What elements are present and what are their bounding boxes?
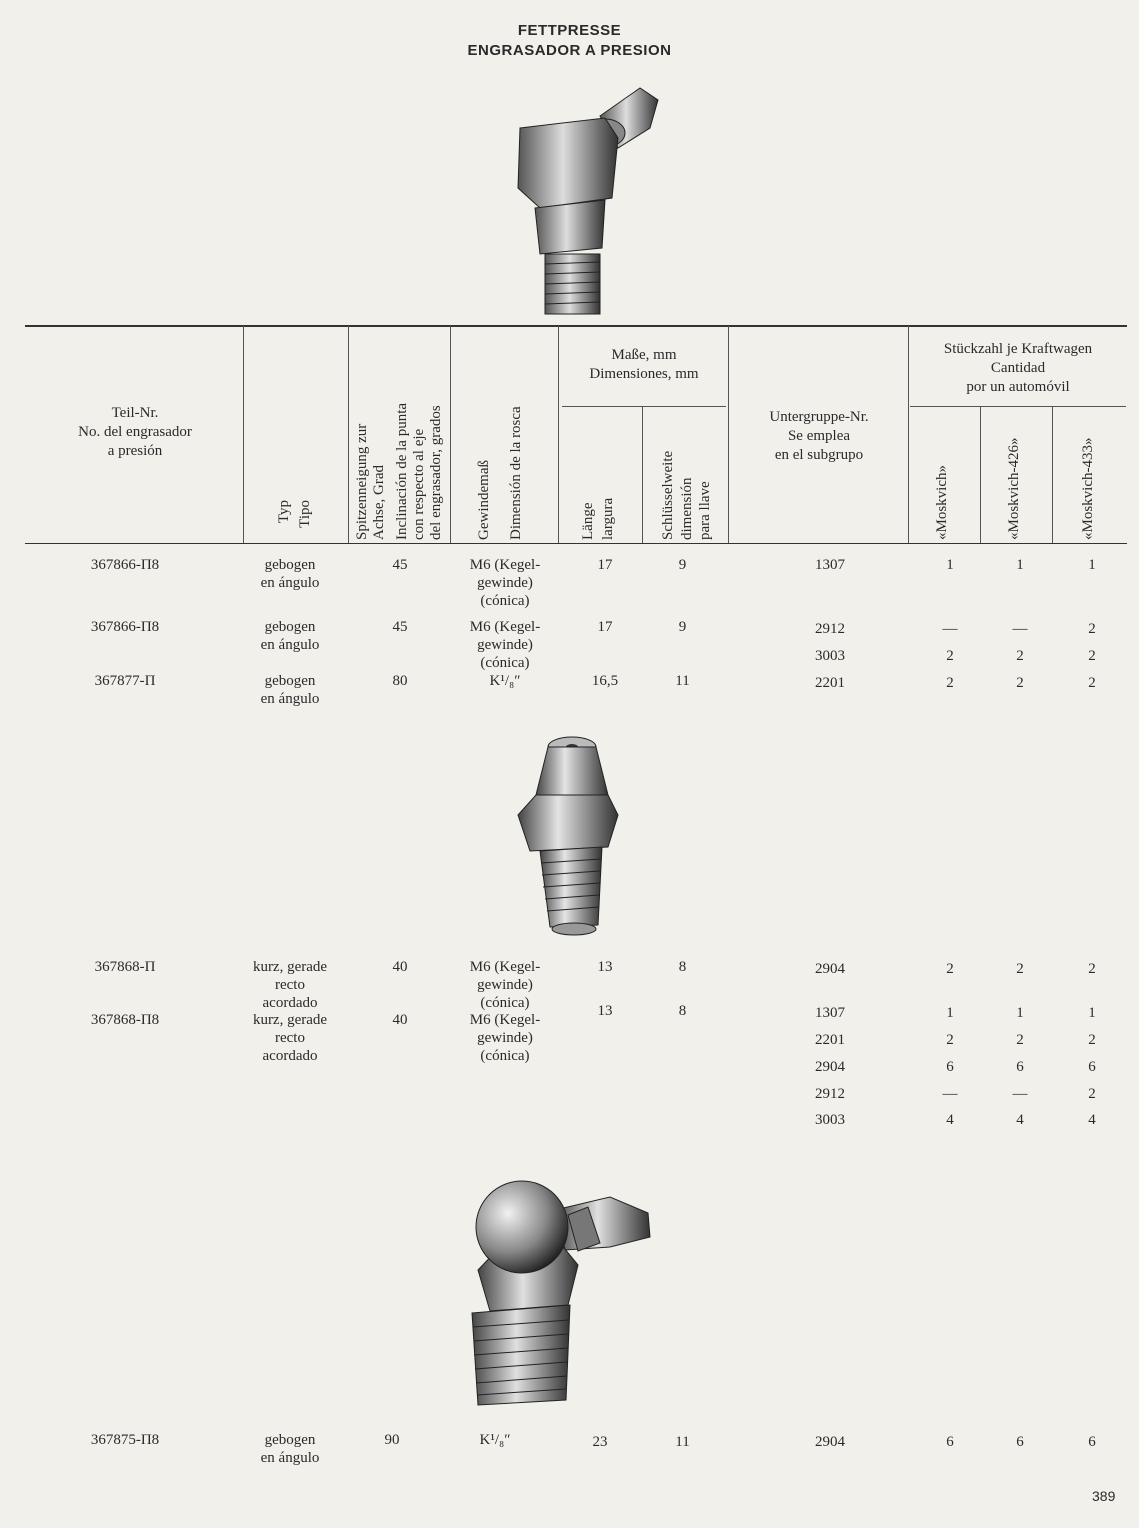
table-cell: 2904 bbox=[815, 1059, 845, 1075]
table-cell: 8 bbox=[678, 1003, 687, 1019]
table-cell: gebogen en ángulo bbox=[260, 673, 320, 707]
table-cell: 2 bbox=[1016, 1032, 1024, 1048]
table-cell: — bbox=[1012, 1086, 1028, 1102]
table-cell: 1307 bbox=[815, 557, 845, 573]
table-cell: 2 bbox=[946, 648, 954, 664]
table-cell: 367868-П bbox=[94, 959, 156, 975]
table-cell: M6 (Kegel- gewinde) (cónica) bbox=[469, 959, 541, 1011]
table-cell: 3003 bbox=[815, 1112, 845, 1128]
table-cell: 2 bbox=[1088, 648, 1096, 664]
table-cell: 1 bbox=[1088, 557, 1096, 573]
header-dimensions: Maße, mm Dimensiones, mm bbox=[589, 347, 699, 382]
table-cell: 8 bbox=[678, 959, 687, 975]
table-cell: 2904 bbox=[815, 961, 845, 977]
table-cell: M6 (Kegel- gewinde) (cónica) bbox=[469, 557, 541, 609]
table-cell: 2 bbox=[1088, 675, 1096, 691]
header-model-433: «Moskvich-433» bbox=[1080, 437, 1096, 540]
table-cell: 4 bbox=[1016, 1112, 1024, 1128]
table-cell: 17 bbox=[597, 619, 613, 635]
table-cell: 1 bbox=[1016, 1005, 1024, 1021]
table-cell: 367866-П8 bbox=[90, 619, 160, 635]
table-cell: 2 bbox=[1088, 1086, 1096, 1102]
table-cell: 2912 bbox=[815, 1086, 845, 1102]
header-angle: Spitzenneigung zur bbox=[354, 423, 370, 540]
table-cell: 2 bbox=[946, 961, 954, 977]
table-cell: 2 bbox=[946, 675, 954, 691]
table-top-rule bbox=[25, 325, 1127, 327]
table-cell: 4 bbox=[946, 1112, 954, 1128]
table-cell: 1 bbox=[1016, 557, 1024, 573]
table-cell: 11 bbox=[675, 1434, 690, 1450]
header-wrench: Schlüsselweite bbox=[660, 450, 676, 540]
table-cell: 40 bbox=[392, 1012, 408, 1028]
table-cell: M6 (Kegel- gewinde) (cónica) bbox=[469, 619, 541, 671]
table-cell: 23 bbox=[592, 1434, 608, 1450]
ball-head-grease-fitting-illustration bbox=[460, 1155, 665, 1410]
table-cell: 2 bbox=[946, 1032, 954, 1048]
header-length: Länge bbox=[580, 502, 596, 540]
table-cell: 3003 bbox=[815, 648, 845, 664]
table-cell: 90 bbox=[384, 1432, 400, 1448]
table-cell: 2904 bbox=[815, 1434, 845, 1450]
table-cell: gebogen en ángulo bbox=[260, 619, 320, 653]
table-cell: 1 bbox=[946, 557, 954, 573]
table-cell: kurz, gerade recto acordado bbox=[252, 1012, 328, 1064]
table-cell: M6 (Kegel- gewinde) (cónica) bbox=[469, 1012, 541, 1064]
table-cell: gebogen en ángulo bbox=[260, 557, 320, 591]
table-cell: 367866-П8 bbox=[90, 557, 160, 573]
table-cell: 2 bbox=[1016, 961, 1024, 977]
table-cell: 6 bbox=[946, 1434, 954, 1450]
header-thread: Gewindemaß bbox=[476, 460, 492, 540]
table-cell: 45 bbox=[392, 619, 408, 635]
table-cell: 367868-П8 bbox=[90, 1012, 160, 1028]
table-cell: 11 bbox=[675, 673, 690, 689]
straight-grease-fitting-illustration bbox=[510, 735, 620, 940]
table-cell: kurz, gerade recto acordado bbox=[252, 959, 328, 1011]
table-cell: 6 bbox=[946, 1059, 954, 1075]
table-cell: — bbox=[942, 621, 958, 637]
table-cell: — bbox=[1012, 621, 1028, 637]
table-cell: 2 bbox=[1016, 675, 1024, 691]
table-cell: 80 bbox=[392, 673, 408, 689]
table-cell: 6 bbox=[1016, 1434, 1024, 1450]
table-cell: 9 bbox=[678, 619, 687, 635]
page-number: 389 bbox=[1092, 1488, 1116, 1504]
table-cell: 1 bbox=[946, 1005, 954, 1021]
table-cell: 9 bbox=[678, 557, 687, 573]
table-cell: 6 bbox=[1016, 1059, 1024, 1075]
table-cell: 2 bbox=[1088, 961, 1096, 977]
page-subtitle: ENGRASADOR A PRESION bbox=[467, 42, 672, 59]
table-cell: 13 bbox=[597, 1003, 613, 1019]
angled-grease-fitting-illustration bbox=[500, 78, 670, 323]
table-cell: 2201 bbox=[815, 1032, 845, 1048]
table-cell: 40 bbox=[392, 959, 408, 975]
table-cell: 6 bbox=[1088, 1434, 1096, 1450]
header-model-moskvich: «Moskvich» bbox=[934, 465, 950, 540]
header-model-426: «Moskvich-426» bbox=[1006, 437, 1022, 540]
table-cell: 16,5 bbox=[591, 673, 619, 689]
table-cell: 45 bbox=[392, 557, 408, 573]
table-cell: K¹/₈″ bbox=[479, 1432, 511, 1448]
table-cell: 367877-П bbox=[94, 673, 156, 689]
table-cell: 2 bbox=[1016, 648, 1024, 664]
header-type: Typ bbox=[276, 500, 292, 524]
table-cell: 1 bbox=[1088, 1005, 1096, 1021]
header-part-no: Teil-Nr. No. del engrasador a presión bbox=[78, 405, 192, 459]
table-cell: 6 bbox=[1088, 1059, 1096, 1075]
table-cell: 1307 bbox=[815, 1005, 845, 1021]
header-quantity: Stückzahl je Kraftwagen Cantidad por un automóvil bbox=[943, 341, 1093, 395]
page-title: FETTPRESSE bbox=[517, 22, 622, 39]
table-cell: 13 bbox=[597, 959, 613, 975]
table-cell: gebogen en ángulo bbox=[260, 1432, 320, 1466]
table-cell: 17 bbox=[597, 557, 613, 573]
table-cell: K¹/₈″ bbox=[489, 673, 521, 689]
table-cell: 2 bbox=[1088, 621, 1096, 637]
table-cell: 2912 bbox=[815, 621, 845, 637]
header-subgroup: Untergruppe-Nr. Se emplea en el subgrupo bbox=[769, 409, 869, 463]
table-cell: 367875-П8 bbox=[90, 1432, 160, 1448]
table-header-rule bbox=[25, 543, 1127, 544]
table-cell: 2201 bbox=[815, 675, 845, 691]
table-cell: 2 bbox=[1088, 1032, 1096, 1048]
table-cell: — bbox=[942, 1086, 958, 1102]
table-cell: 4 bbox=[1088, 1112, 1096, 1128]
